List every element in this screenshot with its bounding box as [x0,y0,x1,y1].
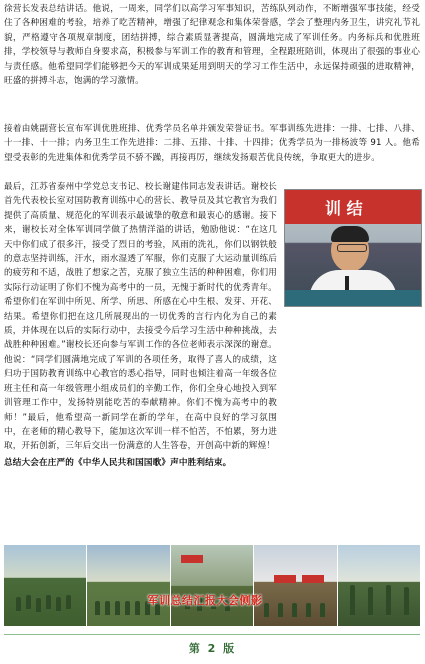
speaker-hair [331,226,369,242]
red-banner [302,575,324,583]
training-photo-1 [4,545,86,626]
soldier-figure [56,597,61,611]
training-photo-2 [87,545,169,626]
page-number: 第 2 版 [188,642,237,655]
podium-table [285,290,421,306]
training-photo-4 [254,545,336,626]
soldier-figure [66,595,71,609]
soldier-figure [368,587,373,615]
photo-strip-caption: 军训总结汇报大会侧影 [147,594,263,607]
soldier-figure [306,603,311,617]
soldier-figure [125,601,130,615]
soldier-figure [46,595,51,609]
footer-divider [4,634,420,635]
soldier-figure [115,601,120,615]
soldier-figure [320,603,325,617]
article-paragraph-4: 总结大会在庄严的《中华人民共和国国歌》声中胜利结束。 [4,458,232,468]
red-flag [181,555,203,563]
photo-banner-text: 训 结 [325,199,363,218]
article-paragraph-3: 最后，江苏省泰州中学党总支书记、校长谢建伟同志发表讲话。谢校长首先代表校长室对国防教育训练中心的营长、教导员及其它教官为我们提供了高质量、规范化的军训表示最诚挚的敬意和最衷心的感谢。接下来，谢校长对全体军训同学做了热情洋溢的讲话，勉励他说：“在这几天中你们成了很多汗，接受了烈日的考验，风雨的洗礼，你们以钢铁般的意志坚持训练，汗水，雨水湿透了军服，你们克服了大运动量训练后的疲劳和不适，战胜了想家之苦，克服了独立生活的种种困难，你们用实际行动证明了你们不愧为高考中的一员，无愧于新时代的优秀青年。希望你们在军训中所见、所学、所思、所感在心中生根、发芽、开花、结果。希望你们把在这几所展现出的一切优秀的言行内化为自己的素质，并体现在以后的实际行动中，去接受今后学习生活中种种挑战，去战胜种种困难。”谢校长还向参与军训工作的各位老师表示深深的谢意。他说：“同学们圆满地完成了军训的各项任务，取得了喜人的成绩，这归功于国防教育训练中心教官的悉心指导，同时也倾注着高一年级各位班主任和高一年级管理小组成员们的辛勤工作，你们全身心地投入到军训管理工作中，发扬特别能吃苦的奉献精神。你们不愧为高考中的教师！”最后，他希望高一新同学在新的学年，在高中良好的学习氛围中，在老师的精心教导下，能加这次军训一样不怕苦，不怕累，努力进取，开拓创新，三年后交出一份满意的人生答卷，开创高中新的辉煌！ [4,182,277,452]
article-paragraph-2: 接着由姚副营长宣布军训优胜班排、优秀学员名单并颁发荣誉证书。军事训练先进排：一排、七排、八排、十一排、十一排；内务卫生工作先进排：二排、五排、十排、十四排；优秀学员为一排杨波等 91 人。他希望受表彰的先进集体和优秀学员不骄不躁，再接再厉，继续发扬艰苦优良传统，争取更大的进步。 [4,124,420,163]
soldier-figure [404,587,409,615]
soldier-figure [350,585,355,615]
photo-banner [285,190,421,224]
soldier-figure [386,585,391,615]
article-paragraph-1: 徐营长发表总结讲话。他说，一周来，同学们以高学习军事知识，苦练队列动作，不断增强军事技能，经受住了各种困难的考验，培养了吃苦精神，增强了纪律观念和集体荣誉感，学会了整理内务卫生，讲究礼节礼貌，严格遵守各项规章制度，团结拼搏，综合素质显著提高，圆满地完成了军训任务。内务标兵和优胜班排，学校领导与教师自身要求高，积极参与军训工作的教育和管理，全程跟班陪训，体现出了很强的事业心与责任感。他希望同学们能够把今天的军训成果延用到明天的学习工作生活中，永远保持顽强的进取精神，旺盛的拼搏斗志，饱满的学习激情。 [4,4,420,87]
soldier-figure [36,598,41,612]
soldier-figure [105,601,110,615]
principal-speech-photo [284,189,422,307]
soldier-figure [16,597,21,611]
speaker-glasses [337,244,367,252]
training-photo-3 [171,545,253,626]
training-photo-5 [338,545,420,626]
military-training-photo-strip [4,545,420,626]
soldier-figure [278,603,283,617]
soldier-figure [95,601,100,615]
soldier-figure [26,595,31,609]
soldier-figure [292,603,297,617]
red-banner [274,575,296,583]
